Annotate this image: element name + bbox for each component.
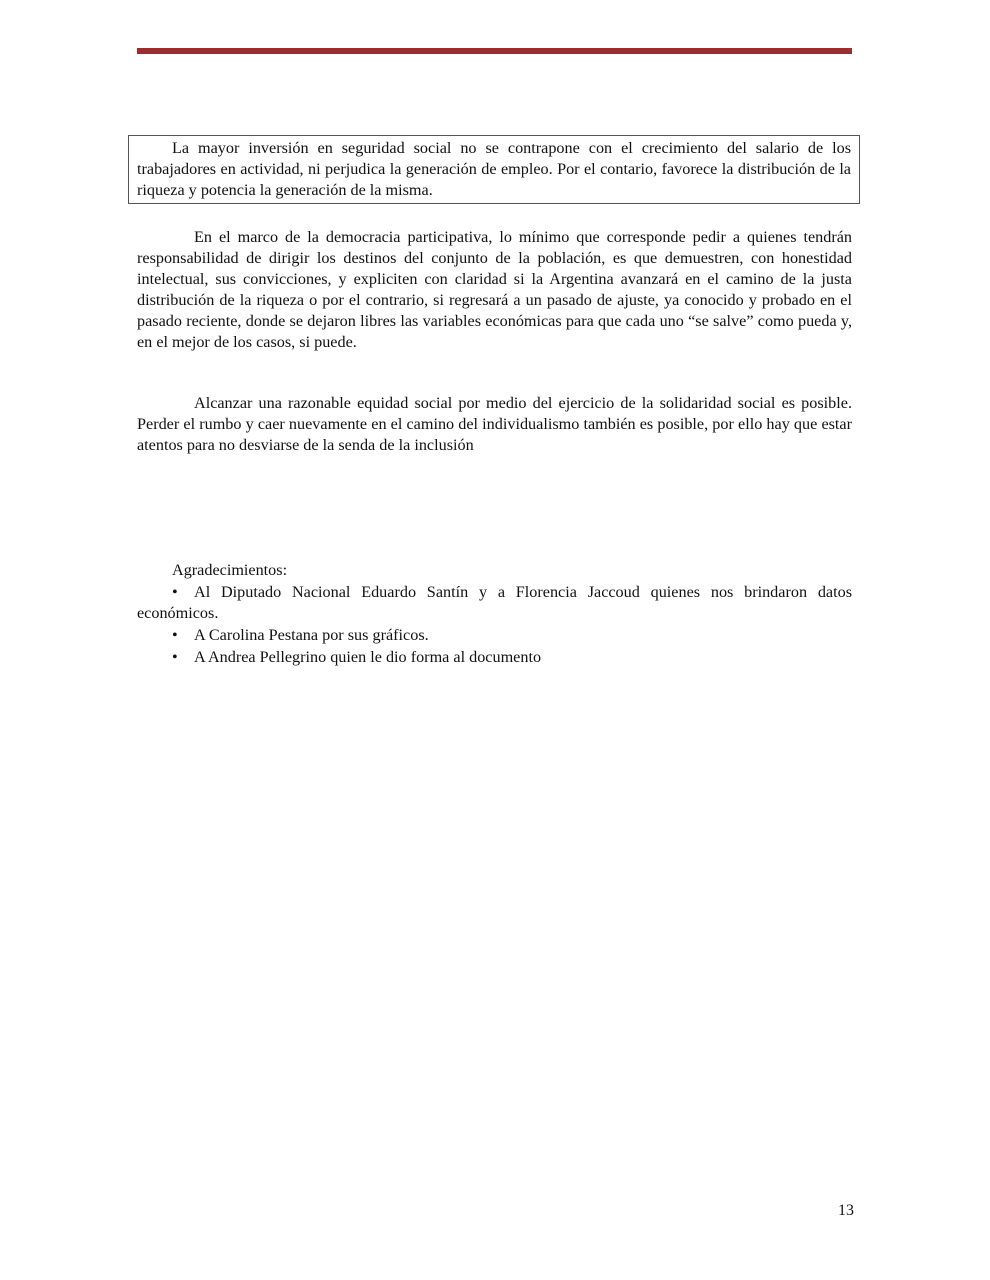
highlighted-paragraph-box xyxy=(128,135,860,204)
header-rule xyxy=(137,48,852,54)
acknowledgements-list xyxy=(137,582,852,669)
list-item xyxy=(137,625,852,646)
body-paragraph-equity: Alcanzar una razonable equidad social por medio del ejercicio de la solidaridad social es posible. Perder el rumbo y caer nuevamente en el camino del individualismo también es posible, por ello hay que estar atentos para no desviarse de la senda de la inclusión xyxy=(137,394,852,454)
bullet-icon: • xyxy=(172,626,178,644)
list-item-text: A Andrea Pellegrino quien le dio forma al documento xyxy=(194,648,542,666)
list-item xyxy=(137,647,852,668)
highlighted-paragraph: La mayor inversión en seguridad social no se contrapone con el crecimiento del salario de los trabajadores en actividad, ni perjudica la generación de empleo. Por el contario, favorece la distribución de la riqueza y potencia la generación de la misma. xyxy=(137,139,851,199)
list-item-text: Al Diputado Nacional Eduardo Santín y a Florencia Jaccoud quienes nos brindaron datos económicos. xyxy=(137,583,852,622)
bullet-icon: • xyxy=(172,648,178,666)
body-paragraph-democracy: En el marco de la democracia participativa, lo mínimo que corresponde pedir a quienes tendrán responsabilidad de dirigir los destinos del conjunto de la población, es que demuestren, con honestidad intelectual, sus convicciones, y expliciten con claridad si la Argentina avanzará en el camino de la justa distribución de la riqueza o por el contrario, si regresará a un pasado de ajuste, ya conocido y probado en el pasado reciente, donde se dejaron libres las variables económicas para que cada uno “se salve” como pueda y, en el mejor de los casos, si puede. xyxy=(137,228,852,351)
page-number: 13 xyxy=(838,1202,854,1219)
acknowledgements-heading: Agradecimientos: xyxy=(172,561,288,579)
bullet-icon: • xyxy=(172,583,178,601)
list-item xyxy=(137,582,852,624)
list-item-text: A Carolina Pestana por sus gráficos. xyxy=(194,626,429,644)
